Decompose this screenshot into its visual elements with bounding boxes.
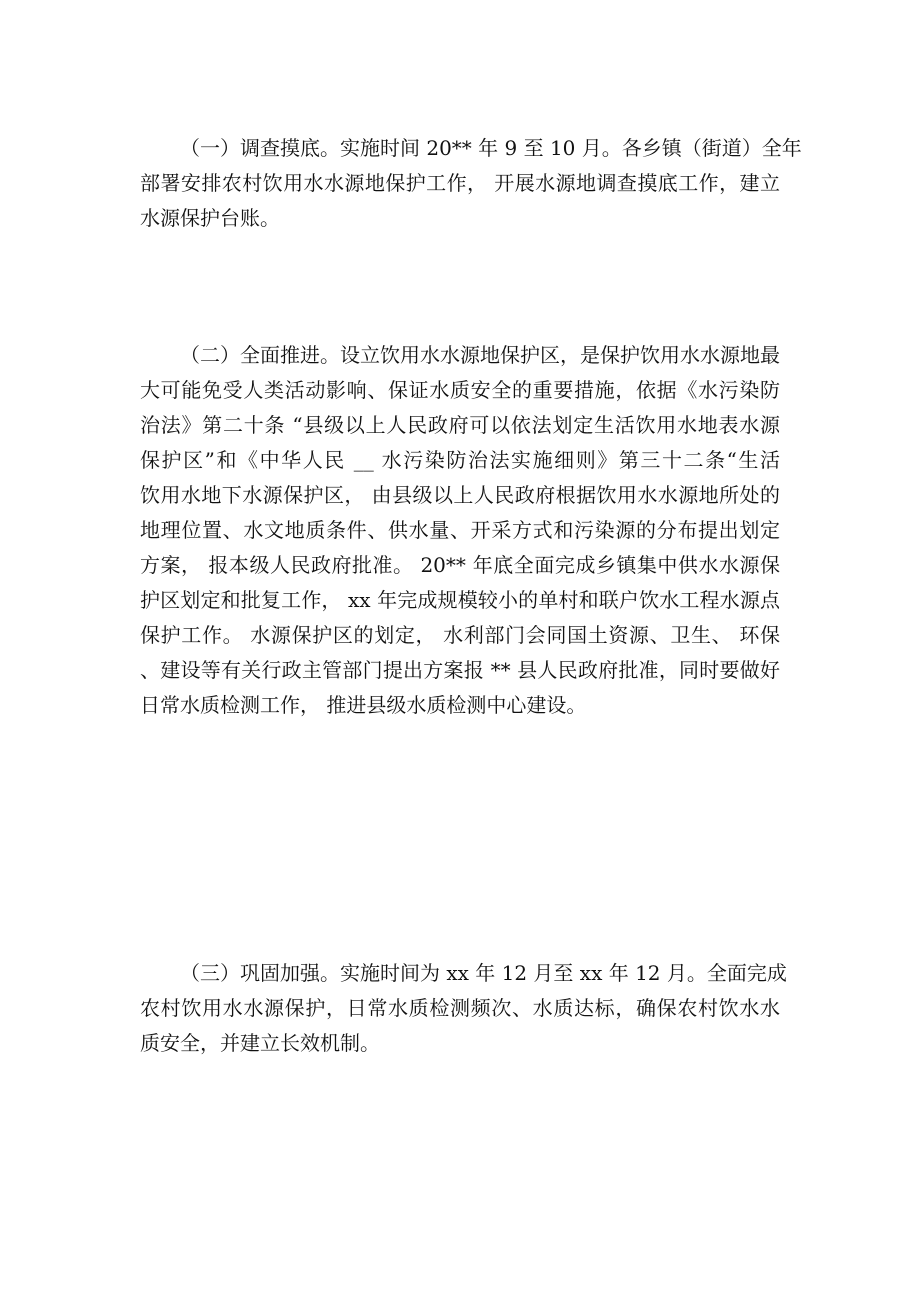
text-line: 、建设等有关行政主管部门提出方案报 ** 县人民政府批准，同时要做好: [140, 658, 780, 682]
text-line: 治法》第二十条 “县级以上人民政府可以依法划定生活饮用水地表水源: [140, 413, 780, 437]
text-line: （一）调查摸底。实施时间 20** 年 9 至 10 月。各乡镇（街道）全年: [180, 136, 802, 160]
text-line: 饮用水地下水源保护区， 由县级以上人民政府根据饮用水水源地所处的: [140, 483, 780, 507]
text-line: 大可能免受人类活动影响、保证水质安全的重要措施，依据《水污染防: [140, 378, 780, 402]
text-line: 地理位置、水文地质条件、供水量、开采方式和污染源的分布提出划定: [140, 518, 780, 542]
text-line: 方案， 报本级人民政府批准。 20** 年底全面完成乡镇集中供水水源保: [140, 553, 780, 577]
text-line: 农村饮用水水源保护，日常水质检测频次、水质达标，确保农村饮水水: [140, 996, 780, 1020]
text-line: 保护区”和《中华人民 __ 水污染防治法实施细则》第三十二条“生活: [140, 448, 780, 472]
paragraph-investigation: [140, 131, 802, 236]
text-line: （三）巩固加强。实施时间为 xx 年 12 月至 xx 年 12 月。全面完成: [180, 961, 787, 985]
paragraph-advance: [140, 338, 780, 723]
text-line: 部署安排农村饮用水水源地保护工作， 开展水源地调查摸底工作，建立: [140, 171, 780, 195]
text-line: 水源保护台账。: [140, 206, 280, 230]
text-line: 质安全，并建立长效机制。: [140, 1031, 380, 1055]
paragraph-consolidate: [140, 956, 787, 1061]
text-line: 护区划定和批复工作， xx 年完成规模较小的单村和联户饮水工程水源点: [140, 588, 780, 612]
text-line: （二）全面推进。设立饮用水水源地保护区，是保护饮用水水源地最: [180, 343, 780, 367]
text-line: 保护工作。 水源保护区的划定， 水利部门会同国土资源、卫生、 环保: [140, 623, 780, 647]
text-line: 日常水质检测工作， 推进县级水质检测中心建设。: [140, 693, 587, 717]
